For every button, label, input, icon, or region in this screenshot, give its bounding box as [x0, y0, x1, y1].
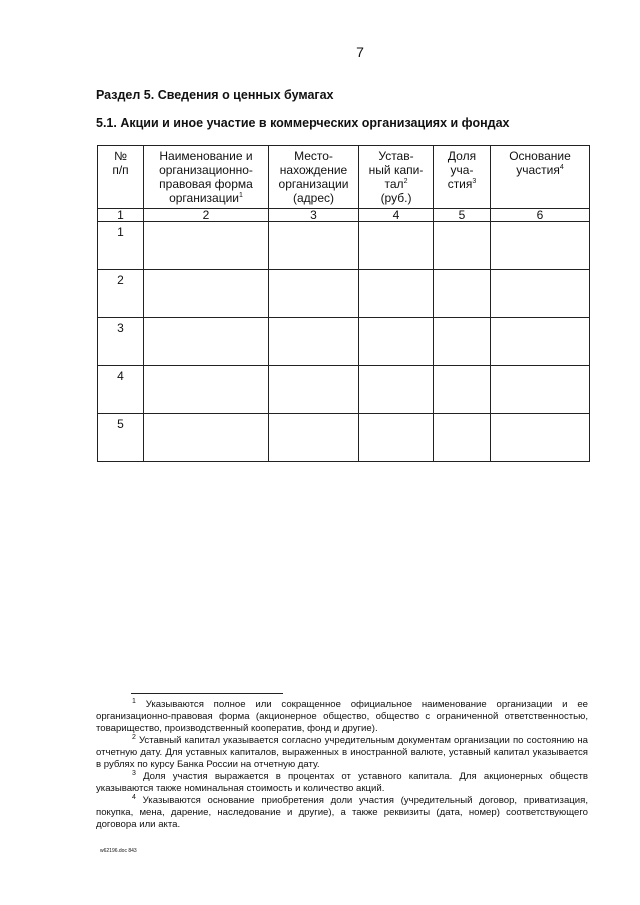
footnote-4: [96, 795, 588, 831]
header-text: уча-: [450, 163, 474, 177]
footnote-mark: 4: [559, 164, 564, 171]
footnote-mark: 2: [403, 178, 408, 185]
empty-cell: [491, 414, 590, 462]
table-row: [98, 222, 590, 270]
header-text: (руб.): [380, 191, 412, 205]
row-number: 3: [98, 318, 144, 366]
header-text: ный капи-: [368, 163, 424, 177]
header-cell-6: [491, 146, 590, 209]
empty-cell: [359, 270, 434, 318]
empty-cell: [269, 366, 359, 414]
empty-cell: [434, 366, 491, 414]
empty-cell: [144, 366, 269, 414]
section-title: Раздел 5. Сведения о ценных бумагах: [96, 88, 334, 102]
empty-cell: [269, 318, 359, 366]
column-number: 1: [98, 209, 144, 222]
header-text: (адрес): [292, 191, 334, 205]
header-text: тал: [384, 177, 404, 191]
subsection-title: 5.1. Акции и иное участие в коммерческих организациях и фондах: [96, 116, 510, 130]
empty-cell: [269, 222, 359, 270]
empty-cell: [434, 414, 491, 462]
header-text: Устав-: [378, 149, 414, 163]
empty-cell: [491, 270, 590, 318]
empty-cell: [144, 318, 269, 366]
securities-table: [97, 145, 590, 462]
header-text: Место-: [294, 149, 333, 163]
column-number: 2: [144, 209, 269, 222]
footnote-mark: 2: [132, 733, 136, 741]
empty-cell: [434, 318, 491, 366]
footnote-text: Доля участия выражается в процентах от уставного капитала. Для акционерных обществ указываются также номинальная стоимость и количество акций.: [96, 771, 588, 794]
header-text: №: [114, 149, 127, 163]
row-number: 2: [98, 270, 144, 318]
empty-cell: [359, 414, 434, 462]
header-text: организационно-: [159, 163, 253, 177]
page-number: 7: [356, 44, 364, 60]
empty-cell: [359, 366, 434, 414]
column-number: 4: [359, 209, 434, 222]
footnote-text: Указываются полное или сокращенное официальное наименование организации и ее организационно-правовая форма (акционерное общество, общество с ограниченной ответственностью, товарищество, производственный кооператив, фонд и другие).: [96, 699, 588, 734]
table-row: [98, 366, 590, 414]
empty-cell: [434, 270, 491, 318]
footnote-2: [96, 735, 588, 771]
empty-cell: [434, 222, 491, 270]
row-number: 4: [98, 366, 144, 414]
empty-cell: [359, 222, 434, 270]
empty-cell: [359, 318, 434, 366]
empty-cell: [491, 366, 590, 414]
header-cell-3: [269, 146, 359, 209]
empty-cell: [491, 222, 590, 270]
row-number: 5: [98, 414, 144, 462]
footnote-1: [96, 699, 588, 735]
header-text: правовая форма: [159, 177, 253, 191]
empty-cell: [144, 414, 269, 462]
header-text: Доля: [447, 149, 477, 163]
footnotes: [96, 699, 588, 831]
footnote-text: Уставный капитал указывается согласно учредительным документам организации по состоянию на отчетную дату. Для уставных капиталов, выраженных в иностранной валюте, уставный капитал указывается в рублях по курсу Банка России на отчетную дату.: [96, 735, 588, 770]
empty-cell: [144, 270, 269, 318]
footnote-mark: 3: [472, 178, 477, 185]
table-row: [98, 414, 590, 462]
footnote-3: [96, 771, 588, 795]
column-number: 6: [491, 209, 590, 222]
header-text: организации: [278, 177, 349, 191]
header-text: участия: [516, 163, 560, 177]
header-cell-5: [434, 146, 491, 209]
empty-cell: [144, 222, 269, 270]
header-cell-4: [359, 146, 434, 209]
header-cell-2: [144, 146, 269, 209]
column-number: 5: [434, 209, 491, 222]
header-text: Наименование и: [159, 149, 253, 163]
header-text: нахождение: [279, 163, 348, 177]
empty-cell: [269, 414, 359, 462]
header-text: организации: [169, 191, 239, 205]
footnote-text: Указываются основание приобретения доли участия (учредительный договор, приватизация, покупка, мена, дарение, наследование и другие), а также реквизиты (дата, номер) соответствующего договора или акта.: [96, 795, 588, 830]
header-text: стия: [447, 177, 473, 191]
empty-cell: [491, 318, 590, 366]
footnote-mark: 1: [132, 697, 136, 705]
empty-cell: [269, 270, 359, 318]
column-number-row: [98, 209, 590, 222]
table-row: [98, 270, 590, 318]
header-text: Основание: [509, 149, 571, 163]
column-number: 3: [269, 209, 359, 222]
header-row: [98, 146, 590, 209]
header-text: п/п: [112, 163, 129, 177]
footnote-mark: 4: [132, 793, 136, 801]
table-row: [98, 318, 590, 366]
footnote-divider: [131, 693, 283, 694]
row-number: 1: [98, 222, 144, 270]
document-file-id: w62196.doc 843: [100, 848, 137, 854]
header-cell-1: [98, 146, 144, 209]
footnote-mark: 1: [239, 192, 243, 199]
footnote-mark: 3: [132, 769, 136, 777]
